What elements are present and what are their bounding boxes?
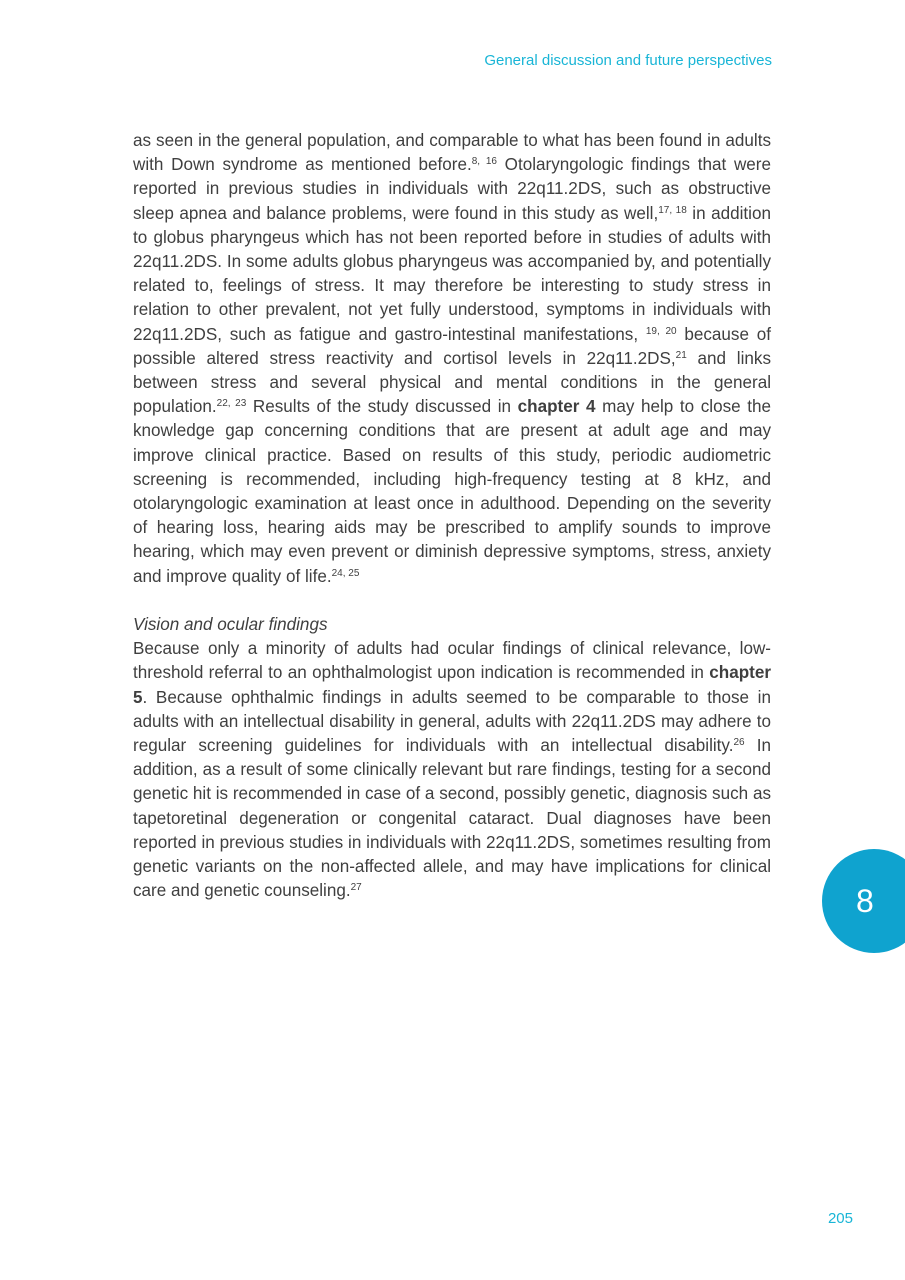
text-run: Otolaryngologic findings that were reported in previous studies in individuals with 22q11.2DS, such as obstructive sleep apnea and balance problems, were found in this study as well, bbox=[133, 155, 772, 223]
running-header: General discussion and future perspectives bbox=[484, 52, 772, 69]
chapter-reference: chapter 4 bbox=[517, 397, 596, 417]
text-run: in addition to globus pharyngeus which has not been reported before in studies of adults with 22q11.2DS. In some adults globus pharyngeus was accompanied by, and potentially related to, feelings of stress. It may therefore be interesting to study stress in relation to other prevalent, not yet fully understood, symptoms in individuals with 22q11.2DS, such as fatigue and gastro-intestinal manifestations, bbox=[133, 203, 771, 344]
citation-ref: 17, 18 bbox=[658, 204, 687, 216]
text-run: and links between stress and several physical and mental conditions in the general population. bbox=[133, 348, 771, 417]
citation-ref: 21 bbox=[675, 349, 687, 361]
body-text bbox=[133, 129, 771, 903]
section-heading: Vision and ocular findings bbox=[133, 615, 328, 635]
chapter-reference: chapter 5 bbox=[133, 663, 771, 707]
paragraph bbox=[133, 637, 771, 903]
text-run: may help to close the knowledge gap concerning conditions that are present at adult age and may improve clinical practice. Based on results of this study, periodic audiometric screening is recommended, including high-frequency testing at 8 kHz, and otolaryngologic examination at least once in adulthood. Depending on the severity of hearing loss, hearing aids may be prescribed to amplify sounds to improve hearing, which may even prevent or diminish depressive symptoms, stress, anxiety and improve quality of life. bbox=[133, 397, 772, 586]
paragraph bbox=[133, 129, 771, 589]
text-run: . Because ophthalmic findings in adults seemed to be comparable to those in adults with an intellectual disability in general, adults with 22q11.2DS may adhere to regular screening guidelines for individuals with an intellectual disability. bbox=[133, 687, 771, 756]
text-run: Results of the study discussed in bbox=[246, 397, 518, 417]
text-run: as seen in the general population, and comparable to what has been found in adults with Down syndrome as mentioned before. bbox=[133, 131, 771, 175]
citation-ref: 22, 23 bbox=[216, 398, 247, 410]
citation-ref: 24, 25 bbox=[331, 567, 360, 579]
text-run: Because only a minority of adults had ocular findings of clinical relevance, low-threshold referral to an ophthalmologist upon indication is recommended in bbox=[133, 639, 771, 683]
chapter-tab: 8 bbox=[822, 849, 905, 953]
citation-ref: 27 bbox=[350, 882, 362, 894]
page-number: 205 bbox=[827, 1210, 853, 1227]
citation-ref: 26 bbox=[733, 737, 745, 749]
citation-ref: 8, 16 bbox=[471, 156, 497, 168]
text-run: because of possible altered stress reactivity and cortisol levels in 22q11.2DS, bbox=[133, 324, 771, 368]
text-run: In addition, as a result of some clinically relevant but rare findings, testing for a second genetic hit is recommended in case of a second, possibly genetic, diagnosis such as tapetoretinal degeneration or congenital cataract. Dual diagnoses have been reported in previous studies in individuals with 22q11.2DS, sometimes resulting from genetic variants on the non-affected allele, and may have implications for clinical care and genetic counseling. bbox=[133, 736, 771, 901]
citation-ref: 19, 20 bbox=[645, 325, 677, 337]
